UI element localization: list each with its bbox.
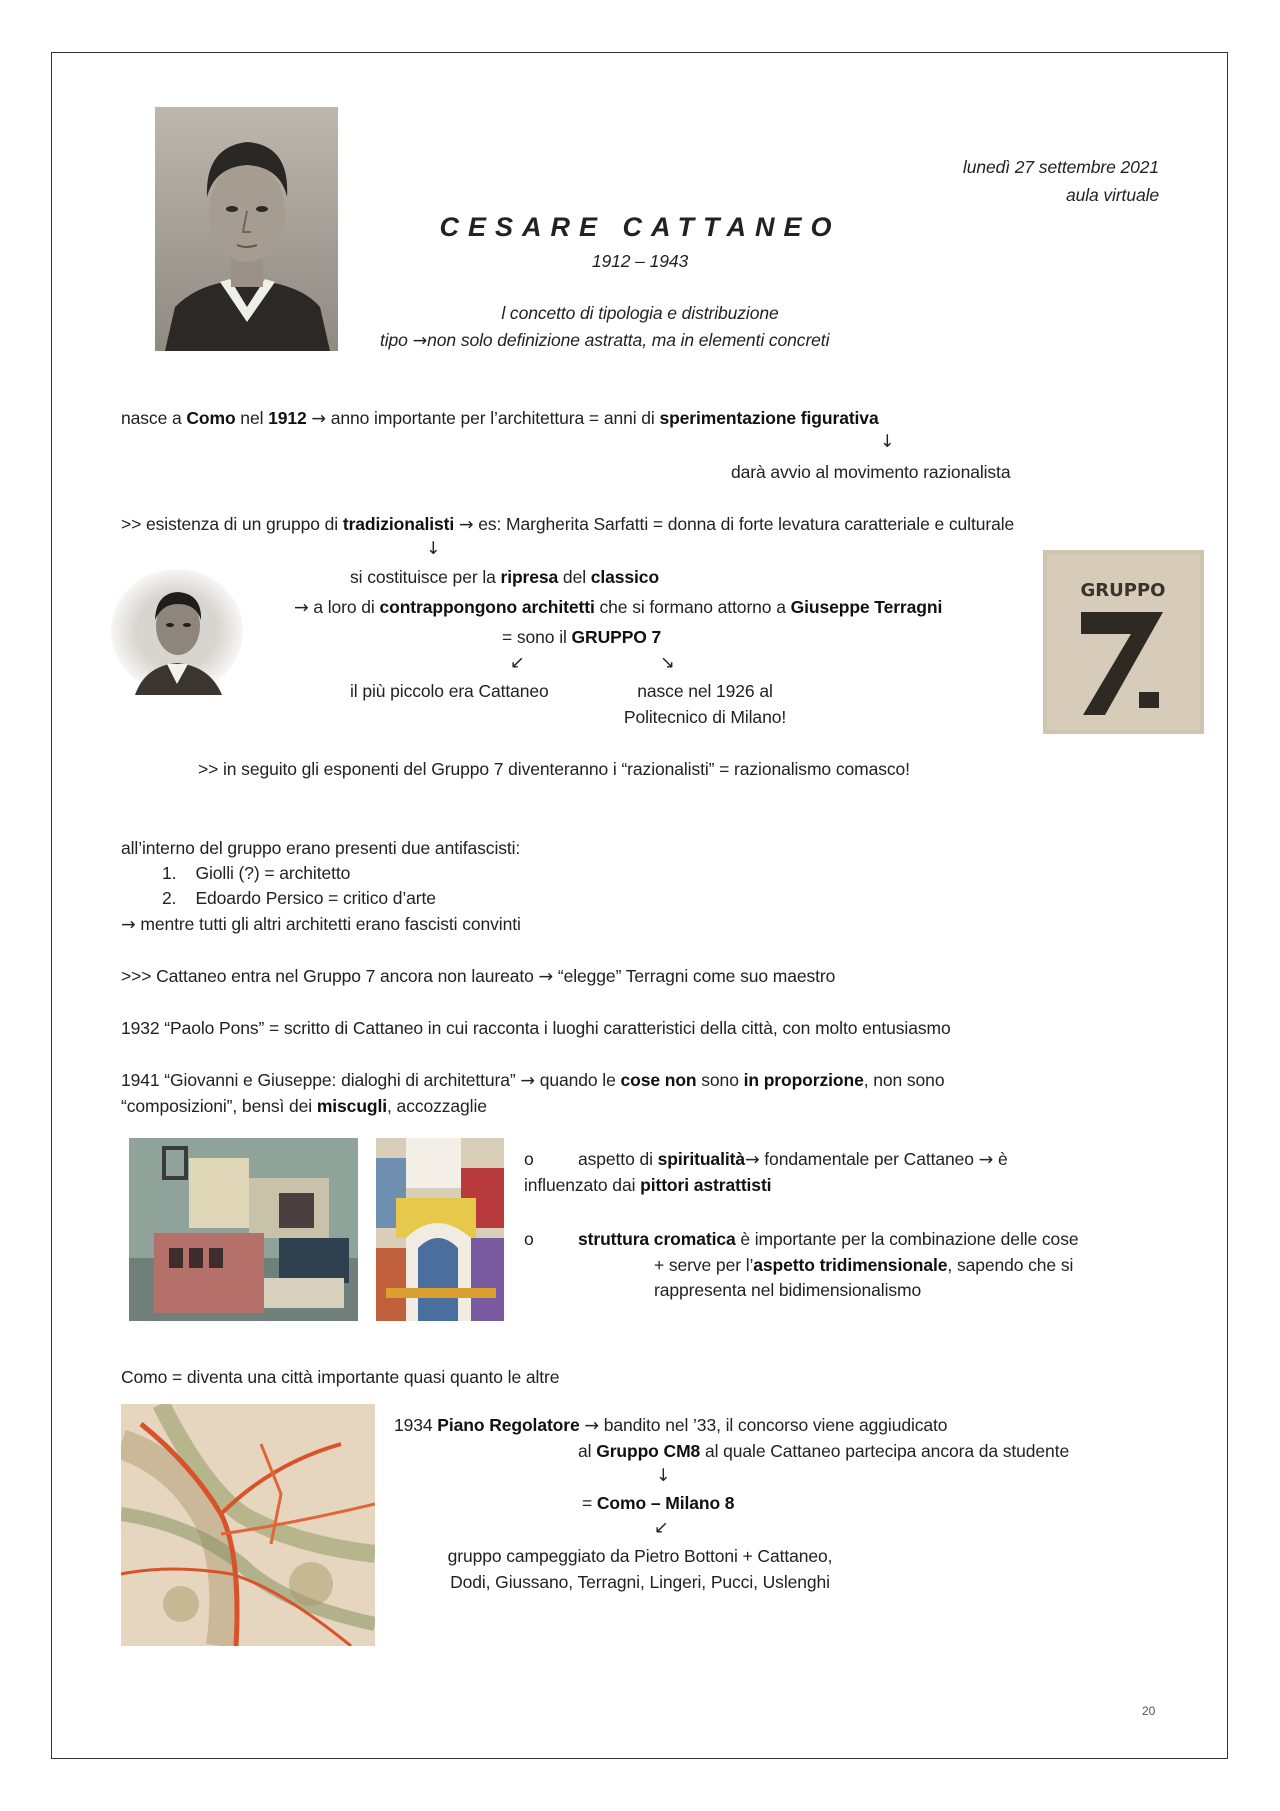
piano-line-1: 1934 Piano Regolatore → bandito nel ’33, il concorso viene aggiudicato [394, 1415, 948, 1436]
later-line: >> in seguito gli esponenti del Gruppo 7 diventeranno i “razionalisti” = razionalismo comasco! [198, 759, 910, 779]
classic-line: si costituisce per la ripresa del classico [350, 567, 660, 587]
birth-line: nasce a Como nel 1912 → anno importante per l’architettura = anni di sperimentazione figurativa [121, 408, 879, 429]
bullet-2-line-2: + serve per l’aspetto tridimensionale, sapendo che si [654, 1255, 1074, 1275]
arrow-down-icon: ↓ [656, 1466, 671, 1486]
antifascists-intro: all’interno del gruppo erano presenti due antifascisti: [121, 838, 521, 858]
como-line: Como = diventa una città importante quasi quanto le altre [121, 1367, 560, 1387]
birth-follow: darà avvio al movimento razionalista [731, 462, 1011, 482]
branch-left: il più piccolo era Cattaneo [350, 681, 549, 701]
piano-line-2: al Gruppo CM8 al quale Cattaneo partecipa ancora da studente [578, 1441, 1070, 1461]
arrow-down-icon: ↓ [426, 539, 441, 559]
page-title: CESARE CATTANEO [439, 212, 841, 242]
arrow-right-icon: → [311, 409, 326, 429]
arrow-right-icon: → [744, 1150, 760, 1170]
bullet-1-line-1: aspetto di spiritualità→ fondamentale per Cattaneo → è [578, 1149, 1008, 1170]
arrow-right-icon: → [538, 967, 554, 987]
traditionalists-line: >> esistenza di un gruppo di tradizionalisti → es: Margherita Sarfatti = donna di forte levatura caratteriale e culturale [121, 514, 1015, 535]
portrait-photo-cattaneo [155, 107, 338, 351]
arrow-right-icon: → [978, 1150, 994, 1170]
arrow-down-left-icon: ↙ [654, 1518, 669, 1538]
logo-text: GRUPPO [1080, 580, 1166, 601]
arrow-right-icon: → [294, 598, 309, 618]
enter-line: >>> Cattaneo entra nel Gruppo 7 ancora non laureato → “elegge” Terragni come suo maestro [121, 966, 836, 987]
arrow-right-icon: → [520, 1071, 535, 1091]
cm8-line: = Como – Milano 8 [582, 1493, 735, 1513]
abstract-painting-1 [129, 1138, 358, 1321]
header-place: aula virtuale [1065, 185, 1159, 205]
page-years: 1912 – 1943 [591, 251, 689, 271]
page-number: 20 [1142, 1704, 1156, 1718]
arrow-right-icon: → [412, 331, 428, 351]
antifascists-after: → mentre tutti gli altri architetti erano fascisti convinti [121, 914, 521, 935]
arrow-down-left-icon: ↙ [510, 653, 525, 673]
members-line-2: Dodi, Giussano, Terragni, Lingeri, Pucci, Uslenghi [450, 1572, 830, 1592]
bullet-1-line-2: influenzato dai pittori astrattisti [524, 1175, 772, 1195]
members-line-1: gruppo campeggiato da Pietro Bottoni + Cattaneo, [447, 1546, 833, 1566]
bullet-2-line-3: rappresenta nel bidimensionalismo [654, 1280, 922, 1300]
dialoghi-line-2: “composizioni”, bensì dei miscugli, accozzaglie [121, 1096, 487, 1116]
arrow-right-icon: → [584, 1416, 599, 1436]
list-item: 1. Giolli (?) = architetto [162, 863, 351, 883]
concept-line-2: tipo →non solo definizione astratta, ma in elementi concreti [380, 330, 830, 351]
abstract-painting-2 [376, 1138, 504, 1321]
arrow-down-icon: ↓ [880, 432, 895, 452]
portrait-photo-young [110, 568, 245, 695]
gruppo7-line: = sono il GRUPPO 7 [502, 627, 662, 647]
gruppo7-logo [1043, 550, 1204, 734]
concept-line-1: l concetto di tipologia e distribuzione [501, 303, 779, 323]
branch-right-1: nasce nel 1926 al [637, 681, 773, 701]
pons-line: 1932 “Paolo Pons” = scritto di Cattaneo in cui racconta i luoghi caratteristici della città, con molto entusiasmo [121, 1018, 951, 1038]
dialoghi-line-1: 1941 “Giovanni e Giuseppe: dialoghi di architettura” → quando le cose non sono in proporzione, non sono [121, 1070, 945, 1091]
bullet-marker: o [524, 1149, 534, 1169]
branch-right-2: Politecnico di Milano! [623, 707, 787, 727]
arrow-right-icon: → [121, 915, 136, 935]
bullet-2-line-1: struttura cromatica è importante per la combinazione delle cose [578, 1229, 1079, 1249]
header-date: lunedì 27 settembre 2021 [962, 157, 1159, 177]
list-item: 2. Edoardo Persico = critico d’arte [162, 888, 436, 908]
arrow-down-right-icon: ↘ [660, 653, 675, 673]
terragni-line: → a loro di contrappongono architetti che si formano attorno a Giuseppe Terragni [294, 597, 943, 618]
arrow-right-icon: → [458, 515, 474, 535]
como-plan-map [121, 1404, 375, 1646]
bullet-marker: o [524, 1229, 534, 1249]
